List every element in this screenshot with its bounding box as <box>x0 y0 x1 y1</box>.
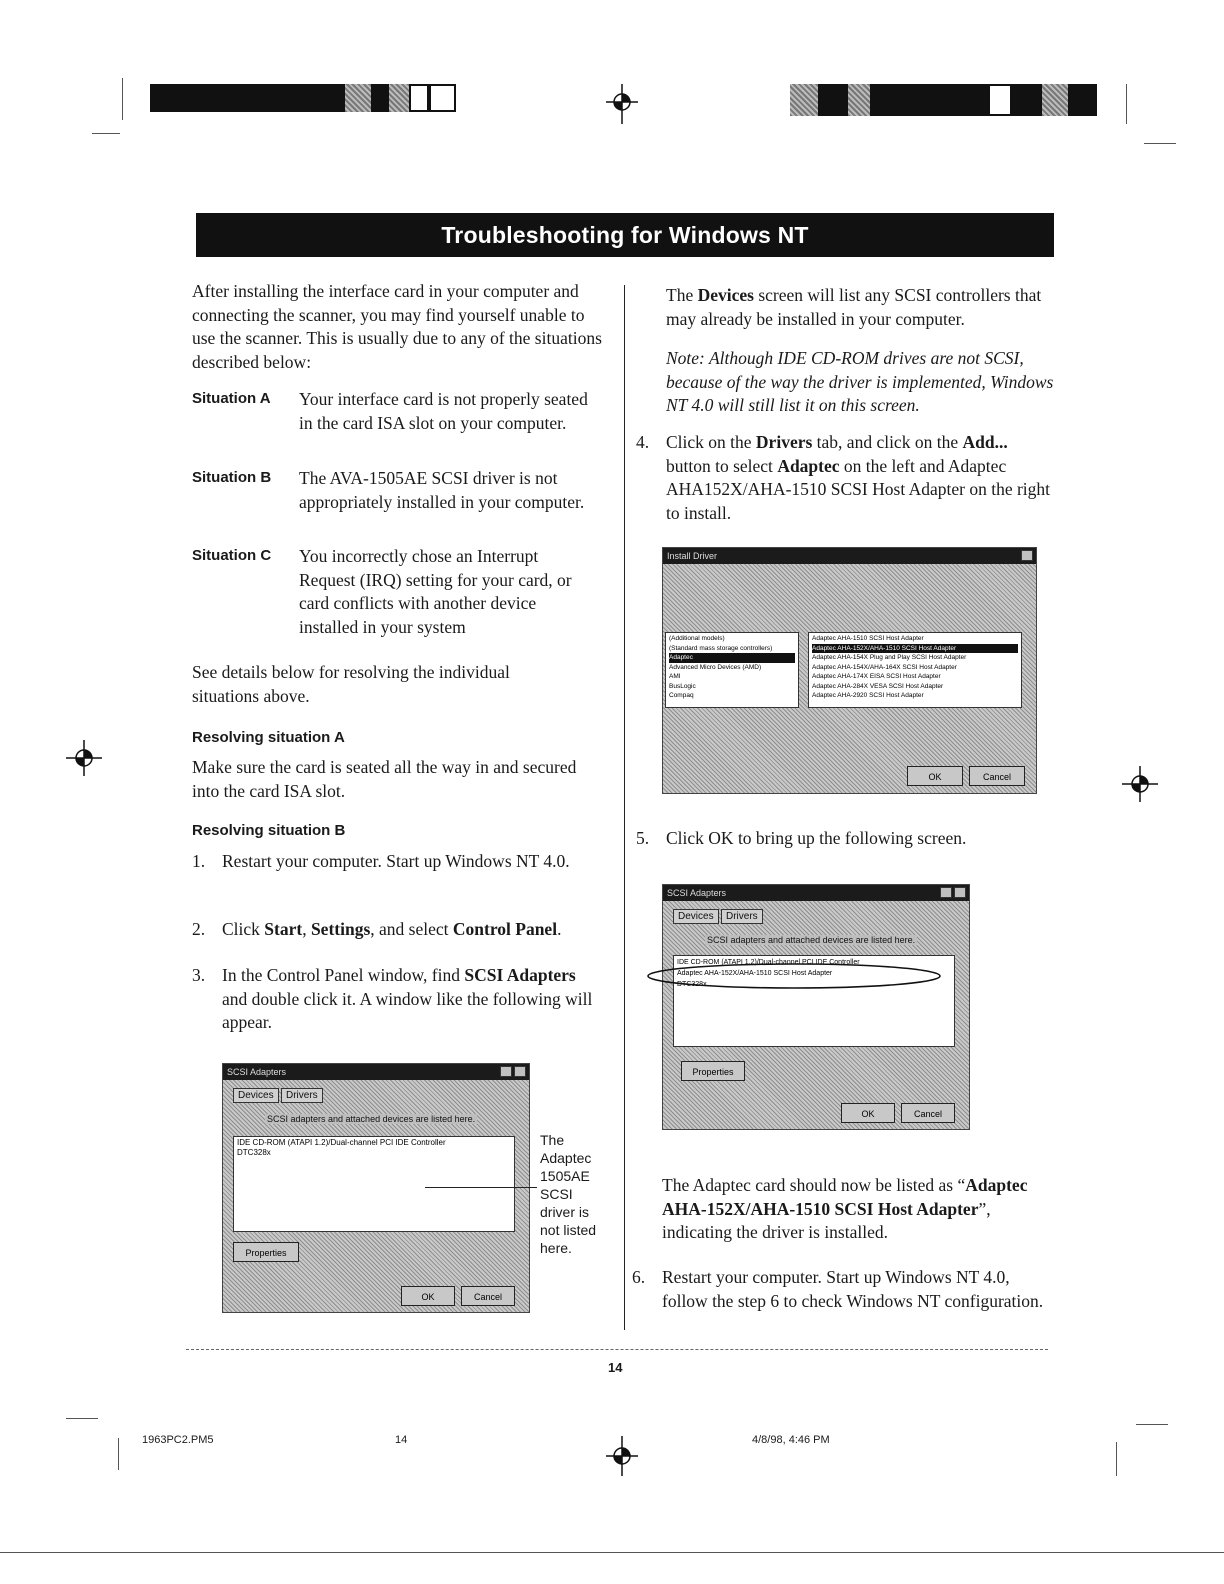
crop-mark-bottom-right-h <box>1136 1424 1168 1425</box>
cancel-button: Cancel <box>461 1286 515 1306</box>
list-item: AMI <box>669 673 681 680</box>
page-title: Troubleshooting for Windows NT <box>441 221 809 248</box>
close-icon <box>1021 550 1033 561</box>
ok-button: OK <box>841 1103 895 1123</box>
adapters-list <box>808 632 1022 708</box>
crop-mark-bottom-left <box>118 1438 119 1470</box>
window-titlebar: Install Driver <box>663 548 1036 564</box>
cancel-button: Cancel <box>969 766 1025 786</box>
crop-mark-bottom-left-h <box>66 1418 98 1419</box>
see-details-paragraph: See details below for resolving the individual situations above. <box>192 662 510 706</box>
screenshot-caption: The Adaptec 1505AE SCSI driver is not listed here. <box>540 1132 597 1256</box>
situation-c-text: You incorrectly chose an Interrupt Request (IRQ) setting for your card, or card conflicts with another device installed in your system <box>299 546 572 637</box>
window-titlebar: SCSI Adapters <box>663 885 969 901</box>
situation-a-label: Situation A <box>192 390 271 407</box>
footer-date: 4/8/98, 4:46 PM <box>752 1434 830 1446</box>
list-item: IDE CD-ROM (ATAPI 1.2)/Dual-channel PCI IDE Controller <box>677 959 860 966</box>
list-item: BusLogic <box>669 682 696 690</box>
step-6-text: Restart your computer. Start up Windows NT 4.0, follow the step 6 to check Windows NT configuration. <box>662 1267 1044 1311</box>
scsi-adapters-screenshot-before <box>222 1063 530 1313</box>
color-bar-left <box>150 84 458 112</box>
listed-paragraph: The Adaptec card should now be listed as “Adaptec AHA-152X/AHA-1510 SCSI Host Adapter”, indicating the driver is installed. <box>662 1175 1028 1242</box>
step-4-number: 4. <box>636 432 650 452</box>
cancel-button: Cancel <box>901 1103 955 1123</box>
close-icon <box>514 1066 526 1077</box>
registration-mark-bottom-icon <box>604 1436 640 1476</box>
step-4-text: Click on the Drivers tab, and click on the Add... button to select Adaptec on the left and Adaptec AHA152X/AHA-1510 SCSI Host Adapter on the right to install. <box>666 432 1051 523</box>
situation-b-label: Situation B <box>192 469 272 486</box>
step-5-text: Click OK to bring up the following screen. <box>666 828 967 848</box>
ok-button: OK <box>907 766 963 786</box>
list-item: Adaptec AHA-2920 SCSI Host Adapter <box>812 692 924 699</box>
step-5-number: 5. <box>636 828 650 848</box>
footer-filename: 1963PC2.PM5 <box>142 1434 214 1446</box>
tab-drivers: Drivers <box>721 909 763 924</box>
step-3-number: 3. <box>192 965 206 985</box>
list-item: DTC328x <box>677 981 707 988</box>
list-item: (Additional models) <box>669 635 725 642</box>
list-item: (Standard mass storage controllers) <box>669 644 773 652</box>
step-6-number: 6. <box>632 1267 646 1287</box>
registration-mark-top-icon <box>604 84 640 124</box>
scsi-adapters-screenshot-after <box>662 884 970 1130</box>
help-icon <box>500 1066 512 1077</box>
crop-mark-bottom-right <box>1116 1442 1117 1476</box>
crop-mark-top-right <box>1126 84 1127 124</box>
footer-page: 14 <box>395 1434 408 1446</box>
info-text: SCSI adapters and attached devices are listed here. <box>707 935 916 945</box>
list-item: Compaq <box>669 692 694 699</box>
page-number: 14 <box>608 1360 623 1375</box>
info-text: SCSI adapters and attached devices are listed here. <box>267 1114 476 1124</box>
step-1-number: 1. <box>192 851 206 871</box>
window-titlebar: SCSI Adapters <box>223 1064 529 1080</box>
manufacturers-list <box>665 632 799 708</box>
list-item: Adaptec AHA-174X EISA SCSI Host Adapter <box>812 673 941 680</box>
caption-leader-line <box>425 1187 537 1188</box>
page-title-banner <box>196 213 1054 257</box>
close-icon <box>954 887 966 898</box>
registration-mark-right-icon <box>1122 766 1158 802</box>
step-2-text: Click Start, Settings, and select Control Panel. <box>222 919 562 939</box>
resolve-b-heading: Resolving situation B <box>192 822 346 839</box>
ok-button: OK <box>401 1286 455 1306</box>
intro-paragraph: After installing the interface card in your computer and connecting the scanner, you may find yourself unable to use the scanner. This is usually due to any of the situations described below: <box>192 281 602 372</box>
list-item: DTC328x <box>237 1148 271 1157</box>
highlight-ellipse <box>644 960 944 996</box>
crop-mark-top-left-h <box>92 133 120 134</box>
devices-list <box>233 1136 515 1232</box>
crop-mark-top-left <box>122 78 123 120</box>
list-item-selected: Adaptec AHA-152X/AHA-1510 SCSI Host Adapter <box>812 644 1018 654</box>
tab-devices: Devices <box>673 909 719 924</box>
situation-b-text: The AVA-1505AE SCSI driver is not appropriately installed in your computer. <box>299 468 585 512</box>
list-item: IDE CD-ROM (ATAPI 1.2)/Dual-channel PCI IDE Controller <box>237 1138 446 1147</box>
tab-drivers: Drivers <box>281 1088 323 1103</box>
install-driver-screenshot <box>662 547 1037 794</box>
list-item-selected: Adaptec <box>669 653 795 663</box>
resolve-a-text: Make sure the card is seated all the way in and secured into the card ISA slot. <box>192 757 577 801</box>
tab-devices: Devices <box>233 1088 279 1103</box>
properties-button: Properties <box>681 1061 745 1081</box>
list-item: Advanced Micro Devices (AMD) <box>669 663 762 671</box>
devices-paragraph: The Devices screen will list any SCSI controllers that may already be installed in your computer. <box>666 285 1042 329</box>
step-1-text: Restart your computer. Start up Windows NT 4.0. <box>222 851 570 871</box>
step-3-text: In the Control Panel window, find SCSI Adapters and double click it. A window like the following will appear. <box>222 965 593 1032</box>
registration-mark-left-icon <box>66 740 102 776</box>
resolve-a-heading: Resolving situation A <box>192 729 345 746</box>
bottom-edge-line <box>0 1552 1224 1553</box>
list-item: Adaptec AHA-284X VESA SCSI Host Adapter <box>812 682 944 690</box>
color-bar-right <box>790 84 1097 116</box>
column-divider <box>624 285 625 1330</box>
step-2-number: 2. <box>192 919 206 939</box>
help-icon <box>940 887 952 898</box>
situation-c-label: Situation C <box>192 547 272 564</box>
footer-rule <box>186 1349 1048 1350</box>
list-item: Adaptec AHA-1510 SCSI Host Adapter <box>812 635 924 642</box>
crop-mark-top-right-h <box>1144 143 1176 144</box>
list-item-new-adapter: Adaptec AHA-152X/AHA-1510 SCSI Host Adapter <box>677 970 833 977</box>
situation-a-text: Your interface card is not properly seated in the card ISA slot on your computer. <box>299 389 588 433</box>
list-item: Adaptec AHA-154X/AHA-164X SCSI Host Adapter <box>812 663 957 671</box>
list-item: Adaptec AHA-154X Plug and Play SCSI Host Adapter <box>812 654 967 661</box>
note-paragraph: Note: Although IDE CD-ROM drives are not SCSI, because of the way the driver is implemented, Windows NT 4.0 will still list it on this screen. <box>666 348 1054 415</box>
properties-button: Properties <box>233 1242 299 1262</box>
